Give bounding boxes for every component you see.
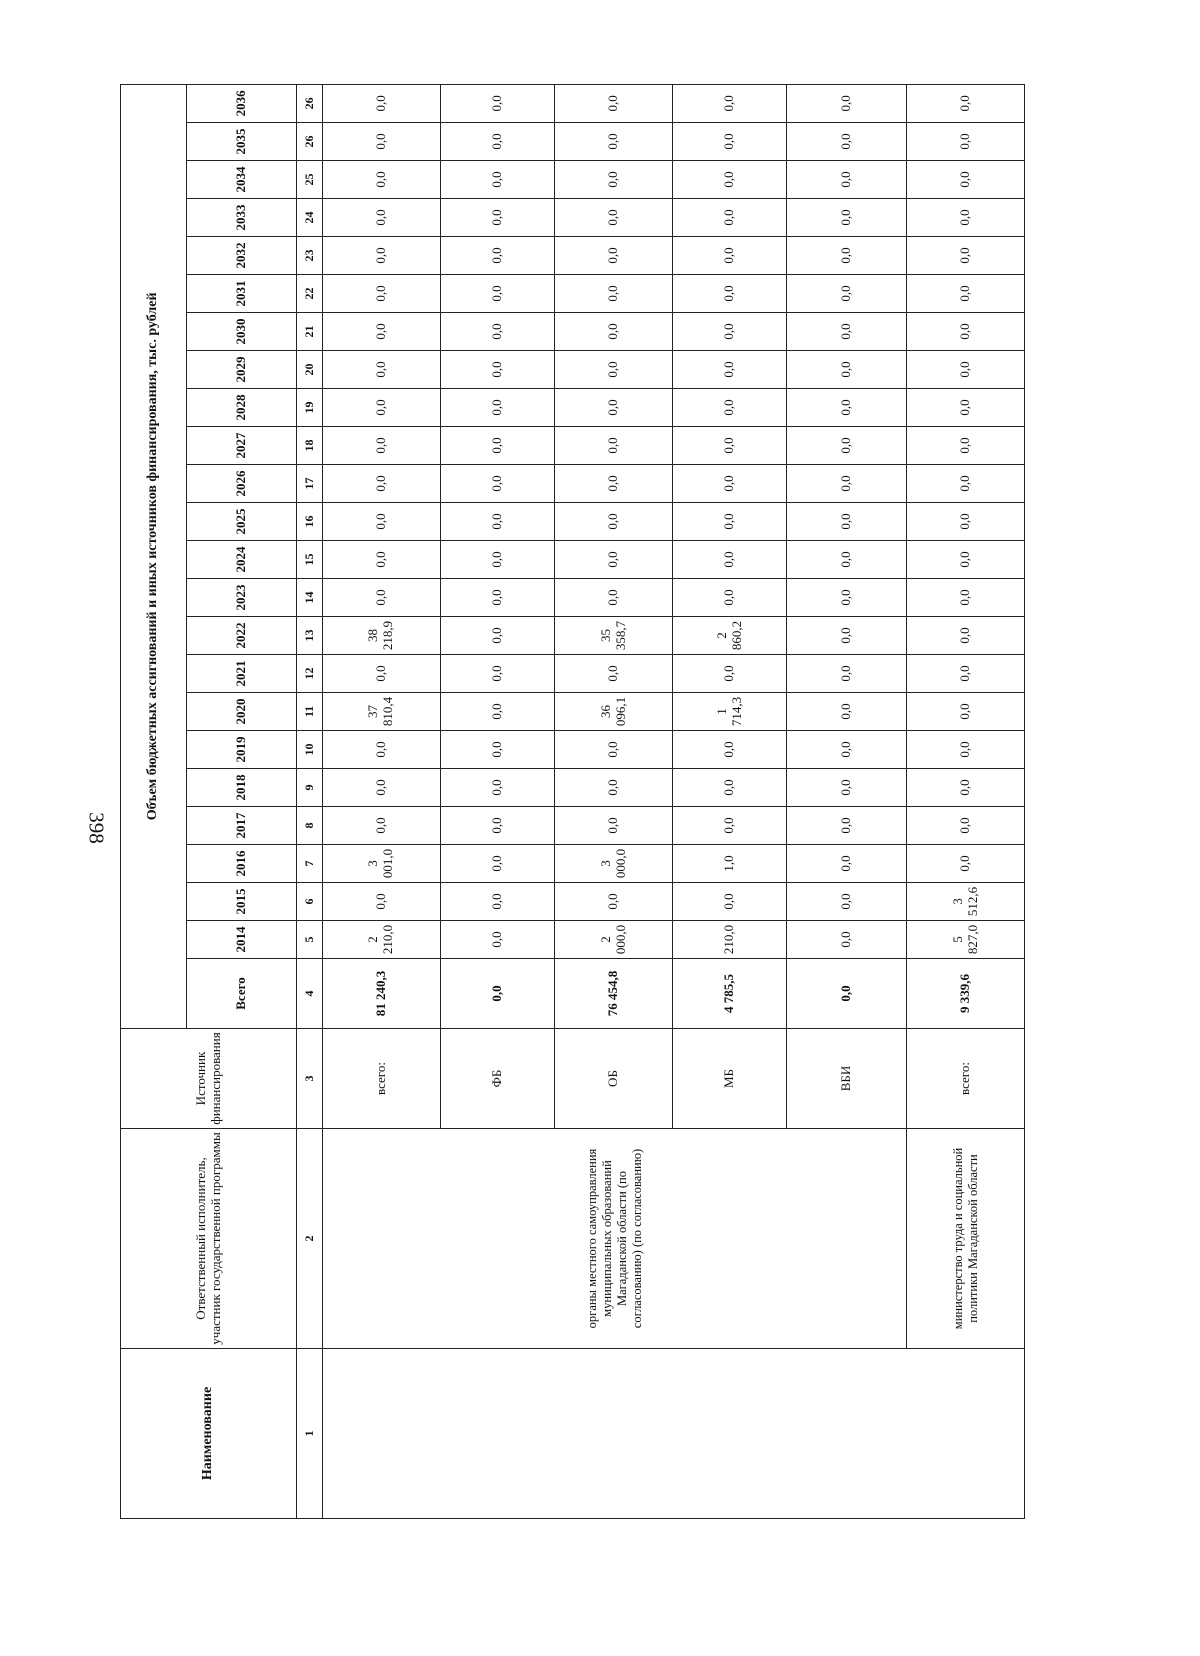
value-cell: 0,0 [323,503,441,541]
value-cell: 0,0 [787,807,907,845]
value-cell: 0,0 [672,84,787,122]
value-cell: 0,0 [323,389,441,427]
header-year: 2030 [187,313,297,351]
value-cell: 0,0 [323,275,441,313]
value-cell: 0,0 [907,617,1025,655]
column-number: 10 [297,731,323,769]
source-cell: ВБИ [787,1029,907,1129]
value-cell: 0,0 [787,427,907,465]
value-cell: 0,0 [555,883,673,921]
value-cell: 0,0 [787,503,907,541]
value-cell: 0,0 [555,465,673,503]
value-cell: 0,0 [440,655,555,693]
value-cell: 0,0 [440,123,555,161]
rotated-table-container [120,90,1025,1519]
value-cell: 3 512,6 [907,883,1025,921]
column-number: 11 [297,693,323,731]
value-cell: 0,0 [672,351,787,389]
value-cell: 0,0 [440,693,555,731]
value-cell: 0,0 [440,769,555,807]
value-cell: 0,0 [787,199,907,237]
value-cell: 0,0 [555,427,673,465]
header-source: Источник финансирования [121,1029,297,1129]
value-cell: 0,0 [907,161,1025,199]
total-cell: 0,0 [787,959,907,1029]
header-year: 2020 [187,693,297,731]
value-cell: 0,0 [440,921,555,959]
value-cell: 0,0 [672,465,787,503]
value-cell: 37 810,4 [323,693,441,731]
value-cell: 0,0 [787,351,907,389]
value-cell: 0,0 [555,237,673,275]
value-cell: 0,0 [907,503,1025,541]
value-cell: 0,0 [323,769,441,807]
column-number: 18 [297,427,323,465]
header-year: 2016 [187,845,297,883]
header-total: Всего [187,959,297,1029]
value-cell: 5 827,0 [907,921,1025,959]
column-number: 8 [297,807,323,845]
value-cell: 3 001,0 [323,845,441,883]
column-number: 13 [297,617,323,655]
header-year: 2028 [187,389,297,427]
executor-cell: органы местного самоуправления муниципальных образований Магаданской области (по согласованию) (по согласованию) [323,1129,907,1349]
value-cell: 0,0 [787,313,907,351]
value-cell: 0,0 [907,275,1025,313]
value-cell: 0,0 [440,427,555,465]
value-cell: 0,0 [555,541,673,579]
value-cell: 0,0 [672,807,787,845]
value-cell: 0,0 [787,655,907,693]
value-cell: 0,0 [440,579,555,617]
value-cell: 0,0 [907,693,1025,731]
value-cell: 0,0 [440,465,555,503]
header-name: Наименование [121,1349,297,1519]
header-year: 2021 [187,655,297,693]
value-cell: 0,0 [907,769,1025,807]
value-cell: 0,0 [323,465,441,503]
value-cell: 1 714,3 [672,693,787,731]
header-year: 2022 [187,617,297,655]
value-cell: 0,0 [672,389,787,427]
value-cell: 0,0 [555,275,673,313]
value-cell: 0,0 [323,351,441,389]
value-cell: 0,0 [555,313,673,351]
column-number: 22 [297,275,323,313]
total-cell: 4 785,5 [672,959,787,1029]
value-cell: 0,0 [787,693,907,731]
value-cell: 0,0 [907,237,1025,275]
value-cell: 0,0 [907,389,1025,427]
value-cell: 0,0 [555,731,673,769]
value-cell: 3 000,0 [555,845,673,883]
source-cell: МБ [672,1029,787,1129]
value-cell: 0,0 [672,655,787,693]
name-cell [323,1349,1025,1519]
value-cell: 0,0 [323,579,441,617]
value-cell: 0,0 [555,579,673,617]
value-cell: 0,0 [440,807,555,845]
value-cell: 0,0 [907,123,1025,161]
value-cell: 0,0 [440,731,555,769]
column-number: 3 [297,1029,323,1129]
value-cell: 0,0 [555,769,673,807]
column-number: 20 [297,351,323,389]
value-cell: 0,0 [672,199,787,237]
value-cell: 0,0 [672,123,787,161]
value-cell: 0,0 [907,655,1025,693]
executor-cell: министерство труда и социальной политики Магаданской области [907,1129,1025,1349]
value-cell: 0,0 [555,84,673,122]
header-year: 2024 [187,541,297,579]
value-cell: 0,0 [672,579,787,617]
column-number: 24 [297,199,323,237]
value-cell: 0,0 [672,731,787,769]
value-cell: 0,0 [440,503,555,541]
column-number: 16 [297,503,323,541]
value-cell: 0,0 [440,199,555,237]
header-year: 2033 [187,199,297,237]
total-cell: 0,0 [440,959,555,1029]
value-cell: 0,0 [323,313,441,351]
value-cell: 0,0 [787,465,907,503]
column-number: 6 [297,883,323,921]
value-cell: 0,0 [907,845,1025,883]
value-cell: 0,0 [323,161,441,199]
source-cell: всего: [907,1029,1025,1129]
value-cell: 2 000,0 [555,921,673,959]
value-cell: 0,0 [787,275,907,313]
page-number: 398 [84,812,109,844]
value-cell: 0,0 [907,199,1025,237]
value-cell: 0,0 [787,921,907,959]
header-year: 2023 [187,579,297,617]
column-number: 15 [297,541,323,579]
source-cell: всего: [323,1029,441,1129]
header-year: 2029 [187,351,297,389]
value-cell: 0,0 [672,275,787,313]
value-cell: 0,0 [787,389,907,427]
total-cell: 9 339,6 [907,959,1025,1029]
total-cell: 76 454,8 [555,959,673,1029]
value-cell: 0,0 [323,541,441,579]
value-cell: 210,0 [672,921,787,959]
header-year: 2015 [187,883,297,921]
value-cell: 2 210,0 [323,921,441,959]
column-number: 19 [297,389,323,427]
table-row [323,84,441,1518]
source-cell: ОБ [555,1029,673,1129]
header-year: 2036 [187,84,297,122]
header-year: 2026 [187,465,297,503]
header-year: 2025 [187,503,297,541]
value-cell: 0,0 [672,541,787,579]
value-cell: 0,0 [787,883,907,921]
total-cell: 81 240,3 [323,959,441,1029]
header-year: 2034 [187,161,297,199]
table-row [907,84,1025,1518]
header-year: 2017 [187,807,297,845]
value-cell: 0,0 [440,389,555,427]
value-cell: 0,0 [323,655,441,693]
value-cell: 0,0 [555,123,673,161]
value-cell: 0,0 [555,389,673,427]
column-number: 5 [297,921,323,959]
header-year: 2035 [187,123,297,161]
value-cell: 0,0 [323,883,441,921]
column-number: 12 [297,655,323,693]
column-number: 2 [297,1129,323,1349]
header-year: 2014 [187,921,297,959]
value-cell: 0,0 [440,275,555,313]
value-cell: 0,0 [323,807,441,845]
value-cell: 0,0 [907,351,1025,389]
value-cell: 0,0 [787,541,907,579]
value-cell: 0,0 [555,161,673,199]
value-cell: 0,0 [440,617,555,655]
header-year: 2031 [187,275,297,313]
value-cell: 0,0 [323,427,441,465]
value-cell: 0,0 [787,84,907,122]
value-cell: 0,0 [787,769,907,807]
value-cell: 0,0 [787,579,907,617]
value-cell: 0,0 [907,427,1025,465]
value-cell: 0,0 [672,883,787,921]
value-cell: 0,0 [323,123,441,161]
value-cell: 0,0 [907,465,1025,503]
value-cell: 38 218,9 [323,617,441,655]
value-cell: 0,0 [787,123,907,161]
value-cell: 0,0 [787,617,907,655]
value-cell: 0,0 [907,84,1025,122]
column-number: 26 [297,84,323,122]
value-cell: 0,0 [440,161,555,199]
value-cell: 0,0 [555,199,673,237]
value-cell: 0,0 [440,541,555,579]
value-cell: 0,0 [440,84,555,122]
column-number: 1 [297,1349,323,1519]
value-cell: 0,0 [672,161,787,199]
value-cell: 0,0 [440,883,555,921]
value-cell: 0,0 [907,579,1025,617]
value-cell: 0,0 [787,237,907,275]
value-cell: 0,0 [555,503,673,541]
column-number: 4 [297,959,323,1029]
value-cell: 0,0 [907,541,1025,579]
value-cell: 0,0 [323,199,441,237]
value-cell: 0,0 [672,313,787,351]
value-cell: 0,0 [323,731,441,769]
value-cell: 0,0 [787,161,907,199]
column-number: 25 [297,161,323,199]
value-cell: 0,0 [555,655,673,693]
column-number: 26 [297,123,323,161]
value-cell: 2 860,2 [672,617,787,655]
value-cell: 0,0 [787,731,907,769]
value-cell: 0,0 [672,237,787,275]
financing-table [120,84,1025,1519]
value-cell: 0,0 [907,313,1025,351]
header-year: 2018 [187,769,297,807]
value-cell: 0,0 [440,237,555,275]
header-executor: Ответственный исполнитель, участник государственной программы [121,1129,297,1349]
value-cell: 0,0 [323,84,441,122]
value-cell: 1,0 [672,845,787,883]
value-cell: 0,0 [907,807,1025,845]
header-year: 2027 [187,427,297,465]
value-cell: 0,0 [672,769,787,807]
column-number: 17 [297,465,323,503]
value-cell: 0,0 [672,503,787,541]
header-volume: Объем бюджетных ассигнований и иных источников финансирования, тыс. рублей [121,84,187,1028]
value-cell: 0,0 [440,313,555,351]
source-cell: ФБ [440,1029,555,1129]
column-number: 23 [297,237,323,275]
column-number: 9 [297,769,323,807]
value-cell: 0,0 [555,807,673,845]
value-cell: 0,0 [323,237,441,275]
value-cell: 0,0 [555,351,673,389]
header-year: 2032 [187,237,297,275]
value-cell: 36 096,1 [555,693,673,731]
value-cell: 0,0 [787,845,907,883]
column-number: 21 [297,313,323,351]
value-cell: 0,0 [672,427,787,465]
column-number: 7 [297,845,323,883]
value-cell: 0,0 [440,845,555,883]
value-cell: 35 358,7 [555,617,673,655]
value-cell: 0,0 [907,731,1025,769]
column-number: 14 [297,579,323,617]
header-year: 2019 [187,731,297,769]
value-cell: 0,0 [440,351,555,389]
